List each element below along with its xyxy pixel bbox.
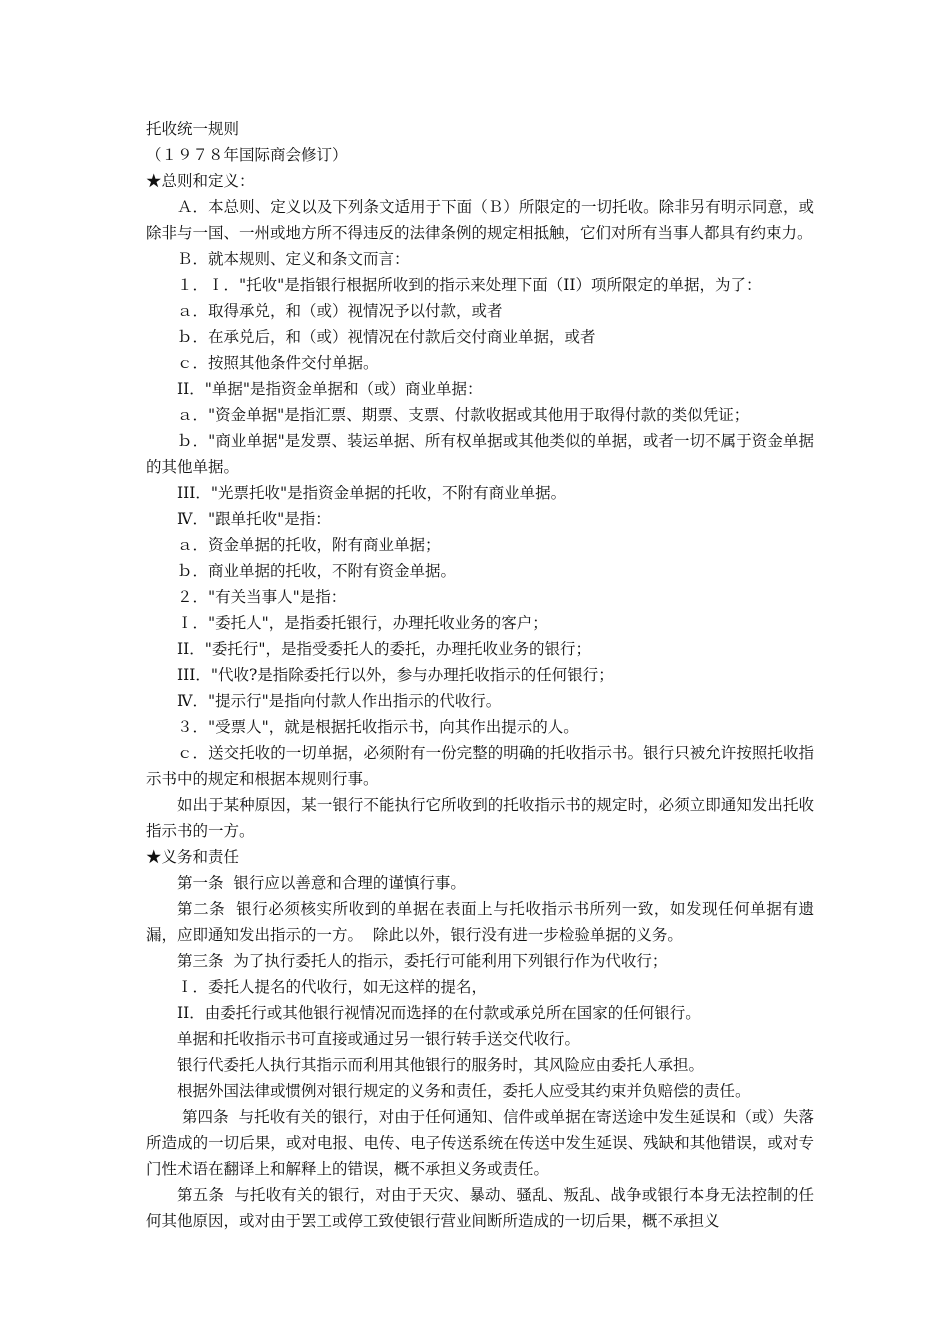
paragraph: II．"单据"是指资金单据和（或）商业单据： bbox=[177, 380, 483, 398]
paragraph: Ｉ．委托人提名的代收行，如无这样的提名， bbox=[177, 978, 488, 996]
paragraph: ｂ．"商业单据"是发票、装运单据、所有权单据或其他类似的单据，或者一切不属于资金单据的其他单据。 bbox=[146, 432, 814, 476]
paragraph: 根据外国法律或惯例对银行规定的义务和责任，委托人应受其约束并负赔偿的责任。 bbox=[177, 1082, 751, 1100]
paragraph: II．由委托行或其他银行视情况而选择的在付款或承兑所在国家的任何银行。 bbox=[177, 1004, 701, 1022]
paragraph: ｂ．商业单据的托收，不附有资金单据。 bbox=[177, 562, 457, 580]
paragraph: Ⅳ．"跟单托收"是指： bbox=[177, 510, 331, 528]
paragraph: 单据和托收指示书可直接或通过另一银行转手送交代收行。 bbox=[177, 1030, 581, 1048]
document-body bbox=[146, 116, 814, 1234]
paragraph: 第二条 银行必须核实所收到的单据在表面上与托收指示书所列一致，如发现任何单据有遗漏，应即通知发出指示的一方。 除此以外，银行没有进一步检验单据的义务。 bbox=[146, 900, 814, 944]
paragraph: １．Ｉ．"托收"是指银行根据所收到的指示来处理下面（II）项所限定的单据，为了： bbox=[177, 276, 762, 294]
paragraph: ａ．"资金单据"是指汇票、期票、支票、付款收据或其他用于取得付款的类似凭证； bbox=[177, 406, 750, 424]
paragraph: Ａ．本总则、定义以及下列条文适用于下面（Ｂ）所限定的一切托收。除非另有明示同意，或除非与一国、一州或地方所不得违反的法律条例的规定相抵触，它们对所有当事人都具有约束力。 bbox=[146, 198, 814, 242]
paragraph: 第三条 为了执行委托人的指示，委托行可能利用下列银行作为代收行； bbox=[177, 952, 668, 970]
paragraph: Ⅳ．"提示行"是指向付款人作出指示的代收行。 bbox=[177, 692, 502, 710]
paragraph: III．"代收?是指除委托行以外，参与办理托收指示的任何银行； bbox=[177, 666, 614, 684]
paragraph: Ｂ．就本规则、定义和条文而言： bbox=[177, 250, 410, 268]
paragraph: Ｉ．"委托人"，是指委托银行，办理托收业务的客户； bbox=[177, 614, 548, 632]
document-title: 托收统一规则 bbox=[146, 120, 240, 138]
paragraph: 第一条 银行应以善意和合理的谨慎行事。 bbox=[177, 874, 466, 892]
document-subtitle: （１９７８年国际商会修订） bbox=[146, 146, 348, 164]
paragraph: ｃ．按照其他条件交付单据。 bbox=[177, 354, 379, 372]
paragraph: ３．"受票人"，就是根据托收指示书，向其作出提示的人。 bbox=[177, 718, 579, 736]
paragraph: ２．"有关当事人"是指： bbox=[177, 588, 347, 606]
paragraph: ａ．取得承兑，和（或）视情况予以付款，或者 bbox=[177, 302, 503, 320]
paragraph: 如出于某种原因，某一银行不能执行它所收到的托收指示书的规定时，必须立即通知发出托收指示书的一方。 bbox=[146, 796, 814, 840]
paragraph: II．"委托行"，是指受委托人的委托，办理托收业务的银行； bbox=[177, 640, 592, 658]
paragraph: III．"光票托收"是指资金单据的托收，不附有商业单据。 bbox=[177, 484, 567, 502]
section-heading-obligations: ★义务和责任 bbox=[146, 848, 240, 866]
paragraph: ａ．资金单据的托收，附有商业单据； bbox=[177, 536, 441, 554]
paragraph: 第四条 与托收有关的银行，对由于任何通知、信件或单据在寄送途中发生延误和（或）失落所造成的一切后果，或对电报、电传、电子传送系统在传送中发生延误、残缺和其他错误，或对专门性术语在翻译上和解释上的错误，概不承担义务或责任。 bbox=[146, 1108, 814, 1178]
paragraph: ｃ．送交托收的一切单据，必须附有一份完整的明确的托收指示书。银行只被允许按照托收指示书中的规定和根据本规则行事。 bbox=[146, 744, 814, 788]
paragraph: 第五条 与托收有关的银行，对由于天灾、暴动、骚乱、叛乱、战争或银行本身无法控制的任何其他原因，或对由于罢工或停工致使银行营业间断所造成的一切后果，概不承担义 bbox=[146, 1186, 814, 1230]
section-heading-general: ★总则和定义： bbox=[146, 172, 255, 190]
paragraph: ｂ．在承兑后，和（或）视情况在付款后交付商业单据，或者 bbox=[177, 328, 596, 346]
paragraph: 银行代委托人执行其指示而利用其他银行的服务时，其风险应由委托人承担。 bbox=[177, 1056, 705, 1074]
